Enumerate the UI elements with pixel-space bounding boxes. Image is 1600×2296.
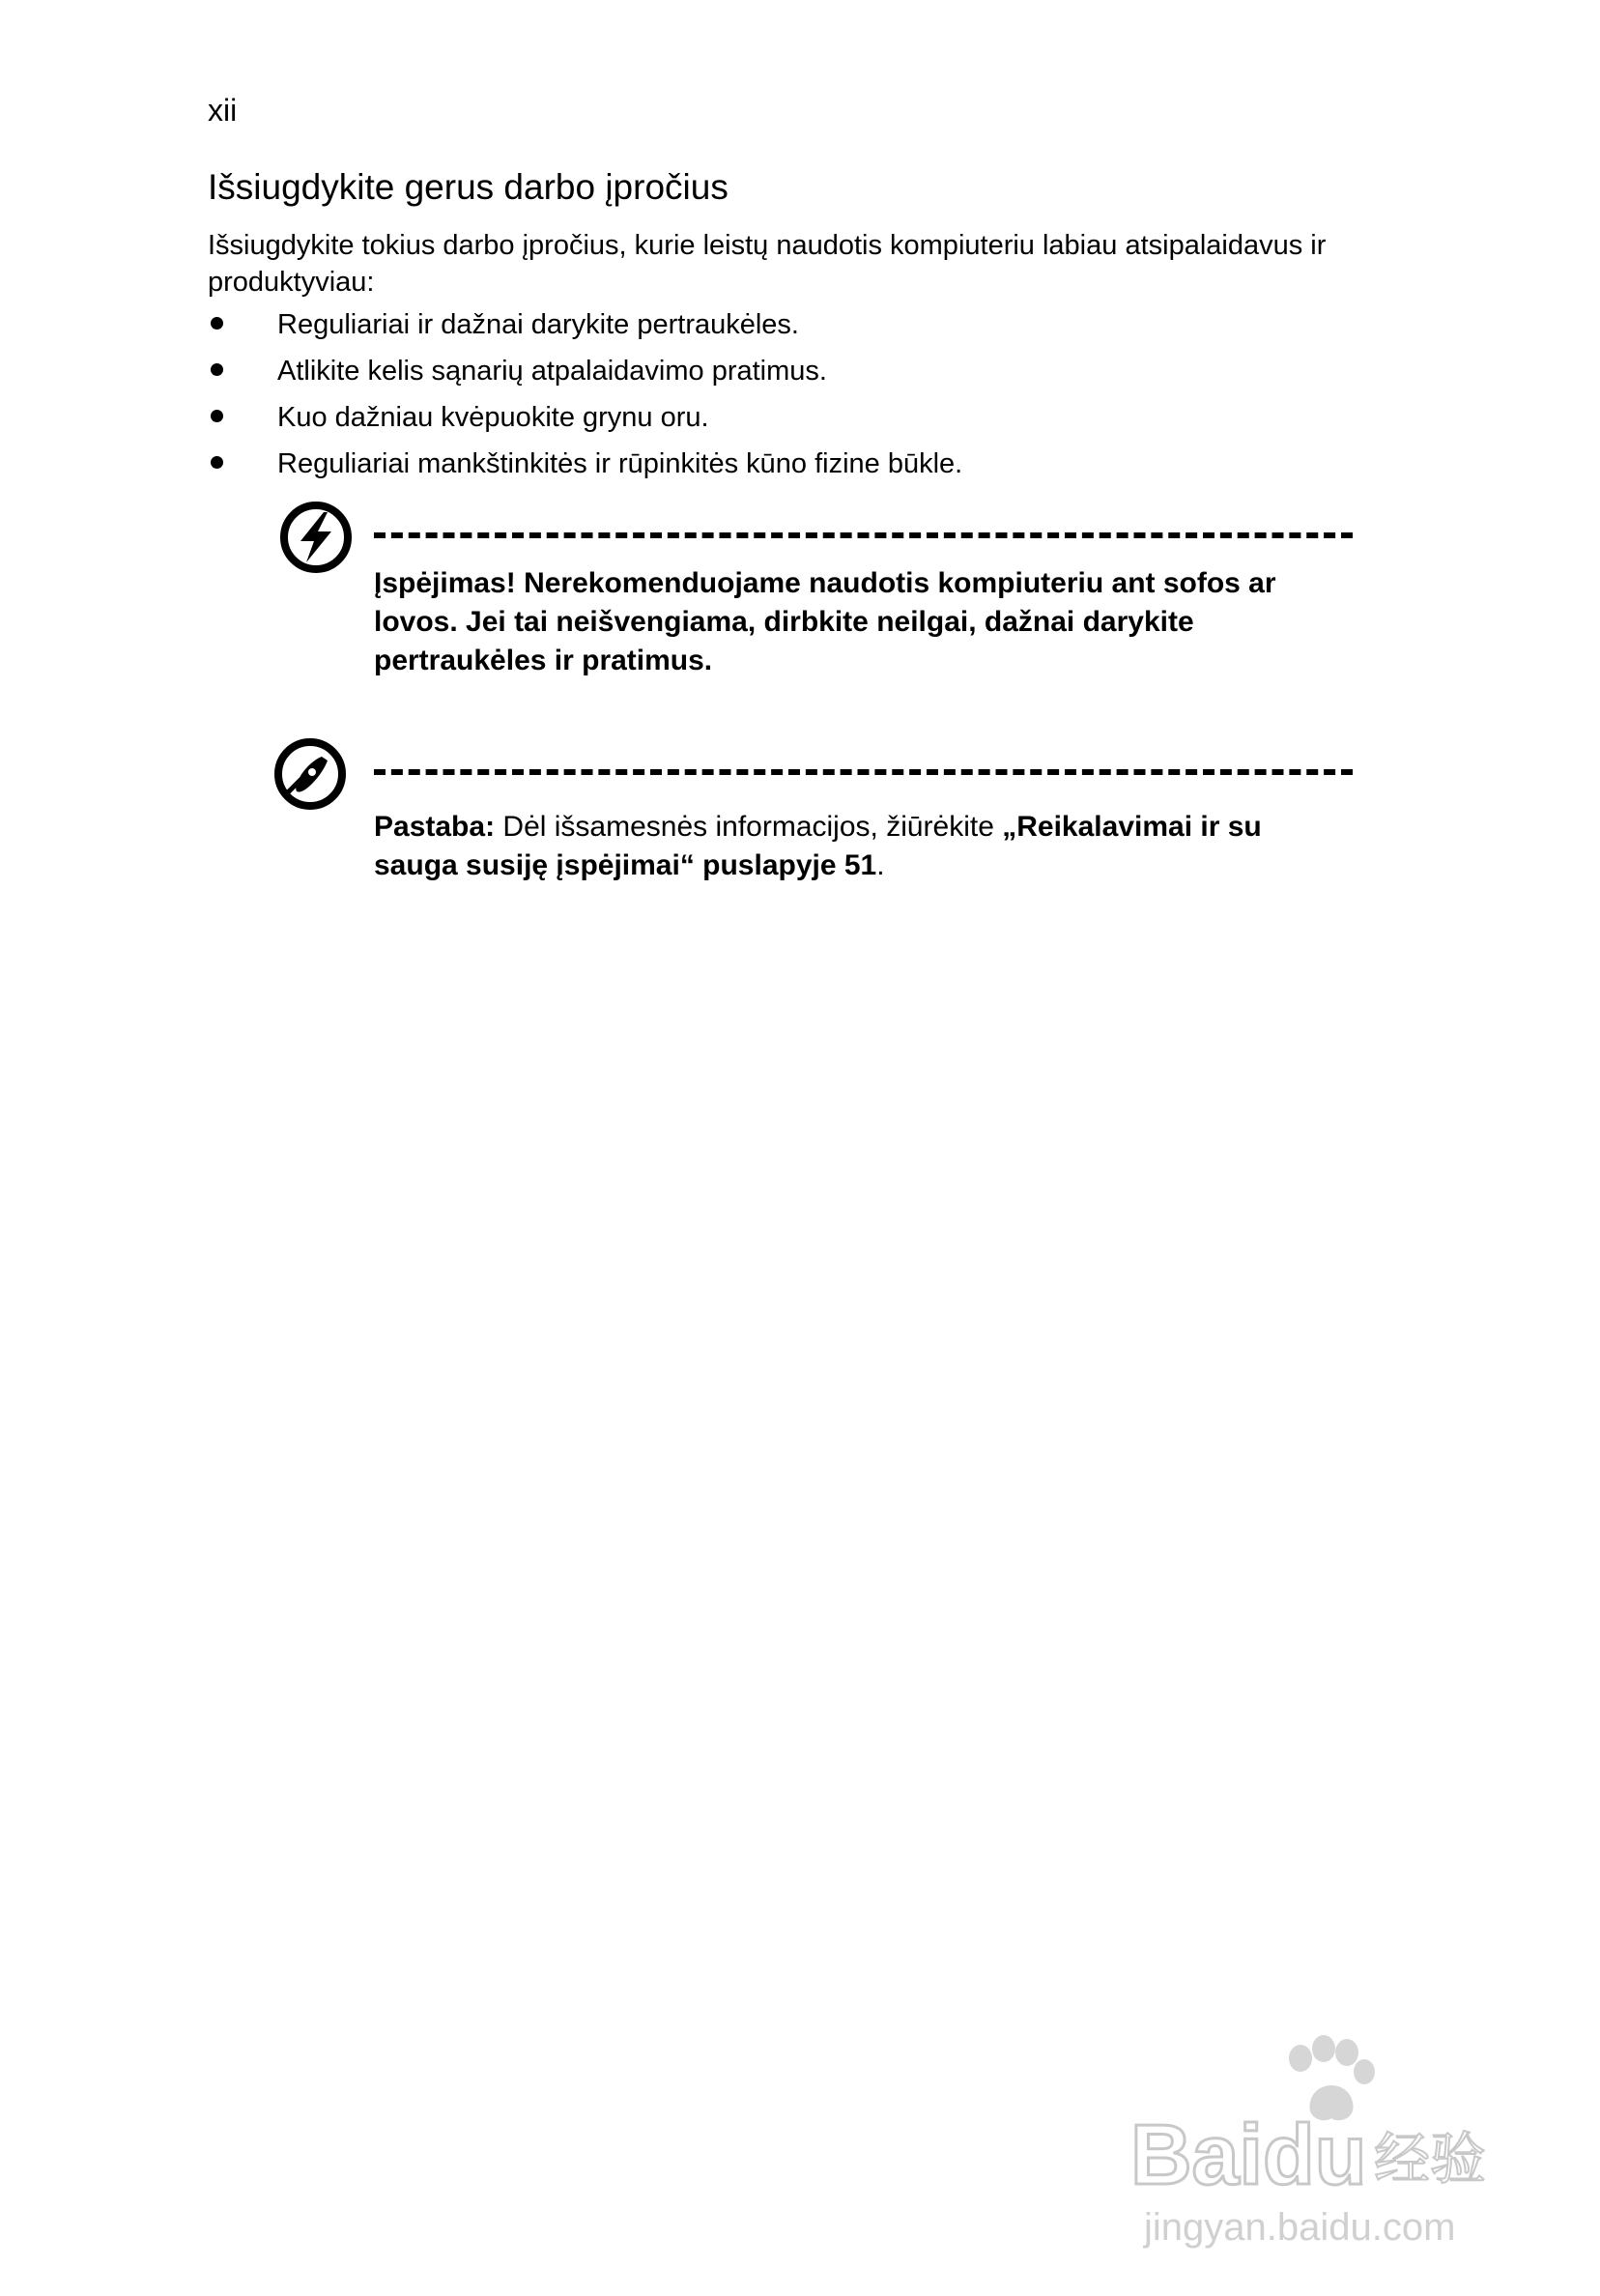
watermark-brand: Baidu (1130, 2107, 1367, 2202)
bullet-icon (211, 363, 223, 376)
note-label: Pastaba: (374, 811, 496, 843)
page-number: xii (208, 93, 238, 128)
list-item (208, 309, 1348, 340)
note-body: Dėl išsamesnės informacijos, žiūrėkite (495, 811, 1003, 843)
bullet-icon (211, 456, 223, 469)
list-item-text: Kuo dažniau kvėpuokite grynu oru. (277, 402, 709, 433)
list-item (208, 402, 1348, 433)
list-item-text: Reguliariai ir dažnai darykite pertraukėles. (277, 309, 799, 340)
lightning-warning-icon (279, 501, 353, 574)
list-item-text: Atlikite kelis sąnarių atpalaidavimo pratimus. (277, 356, 827, 387)
section-title: Išsiugdykite gerus darbo įpročius (208, 167, 729, 207)
bullet-icon (211, 410, 223, 422)
note-reference: „Reikalavimai ir su sauga susiję įspėjimai“ puslapyje 51 (374, 811, 1262, 881)
note-divider (374, 769, 1353, 775)
baidu-watermark (1121, 2020, 1507, 2261)
watermark-suffix: 经验 (1374, 2126, 1487, 2192)
pen-note-icon (273, 737, 347, 811)
list-item-text: Reguliariai mankštinkitės ir rūpinkitės kūno fizine būkle. (277, 448, 963, 479)
warning-text: Įspėjimas! Nerekomenduojame naudotis kompiuteriu ant sofos ar lovos. Jei tai neišvengiama, dirbkite neilgai, dažnai darykite pertraukėles ir pratimus. (374, 567, 1276, 676)
watermark-url: jingyan.baidu.com (1144, 2206, 1456, 2249)
list-item (208, 448, 1348, 479)
list-item (208, 356, 1348, 387)
note-text (374, 808, 1350, 885)
habits-list (208, 309, 1348, 495)
bullet-icon (211, 317, 223, 330)
note-end: . (876, 849, 885, 881)
intro-paragraph: Išsiugdykite tokius darbo įpročius, kurie leistų naudotis kompiuteriu labiau atsipalaidavus ir produktyviau: (208, 230, 1327, 298)
warning-divider (374, 532, 1353, 538)
